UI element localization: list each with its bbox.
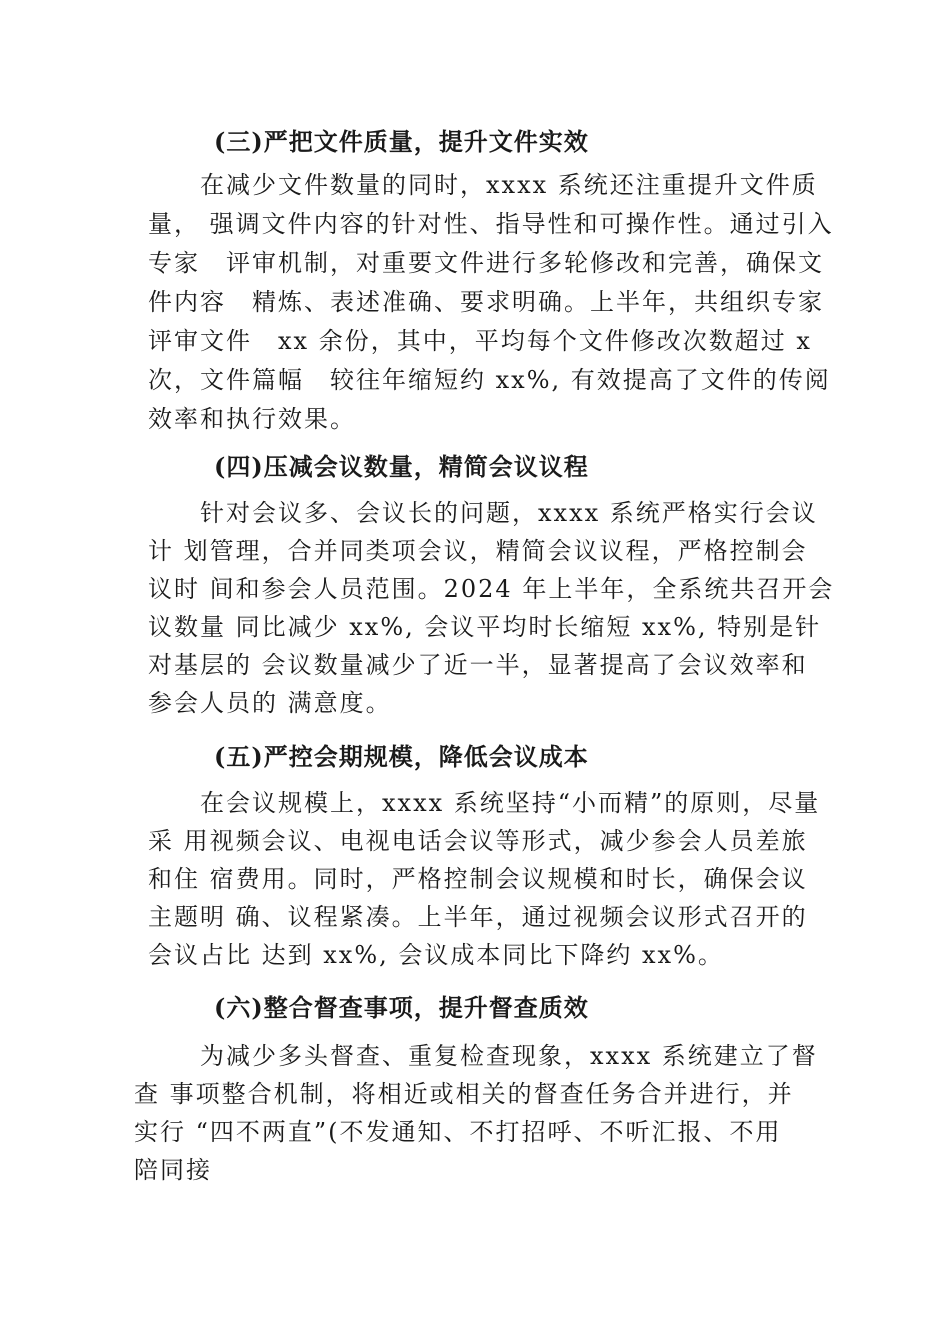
text-line: 量， 强调文件内容的针对性、指导性和可操作性。通过引入	[148, 210, 834, 238]
section-heading-6: (六)整合督查事项，提升督查质效	[214, 993, 589, 1022]
text-line: 件内容 精炼、表述准确、要求明确。上半年，共组织专家	[148, 288, 824, 316]
text-line: 主题明 确、议程紧凑。上半年，通过视频会议形式召开的	[148, 903, 808, 931]
text-line: 计 划管理，合并同类项会议，精简会议议程，严格控制会	[148, 537, 808, 565]
text-line: 采 用视频会议、电视电话会议等形式，减少参会人员差旅	[148, 827, 808, 855]
text-line: 专家 评审机制，对重要文件进行多轮修改和完善，确保文	[148, 249, 824, 277]
text-line: 议时 间和参会人员范围。2024 年上半年，全系统共召开会	[148, 575, 835, 603]
text-line: 次，文件篇幅 较往年缩短约 xx%, 有效提高了文件的传阅	[148, 366, 831, 394]
text-line: 议数量 同比减少 xx%, 会议平均时长缩短 xx%, 特别是针	[148, 613, 822, 641]
text-line: 为减少多头督查、重复检查现象，xxxx 系统建立了督	[200, 1042, 818, 1070]
text-line: 评审文件 xx 余份，其中，平均每个文件修改次数超过 x	[148, 327, 812, 355]
section-heading-5: (五)严控会期规模，降低会议成本	[214, 742, 589, 771]
text-line: 针对会议多、会议长的问题，xxxx 系统严格实行会议	[200, 499, 818, 527]
text-line: 效率和执行效果。	[148, 405, 356, 433]
text-line: 陪同接	[134, 1156, 212, 1184]
text-line: 会议占比 达到 xx%, 会议成本同比下降约 xx%。	[148, 941, 724, 969]
text-line: 在减少文件数量的同时，xxxx 系统还注重提升文件质	[200, 171, 818, 199]
text-line: 实行 “四不两直”(不发通知、不打招呼、不听汇报、不用	[134, 1118, 782, 1146]
text-line: 和住 宿费用。同时，严格控制会议规模和时长，确保会议	[148, 865, 808, 893]
section-heading-3: (三)严把文件质量，提升文件实效	[214, 127, 589, 156]
text-line: 对基层的 会议数量减少了近一半，显著提高了会议效率和	[148, 651, 808, 679]
text-line: 在会议规模上，xxxx 系统坚持“小而精”的原则，尽量	[200, 789, 821, 817]
text-line: 查 事项整合机制，将相近或相关的督查任务合并进行，并	[134, 1080, 794, 1108]
text-line: 参会人员的 满意度。	[148, 689, 392, 717]
section-heading-4: (四)压减会议数量，精简会议议程	[214, 452, 589, 481]
